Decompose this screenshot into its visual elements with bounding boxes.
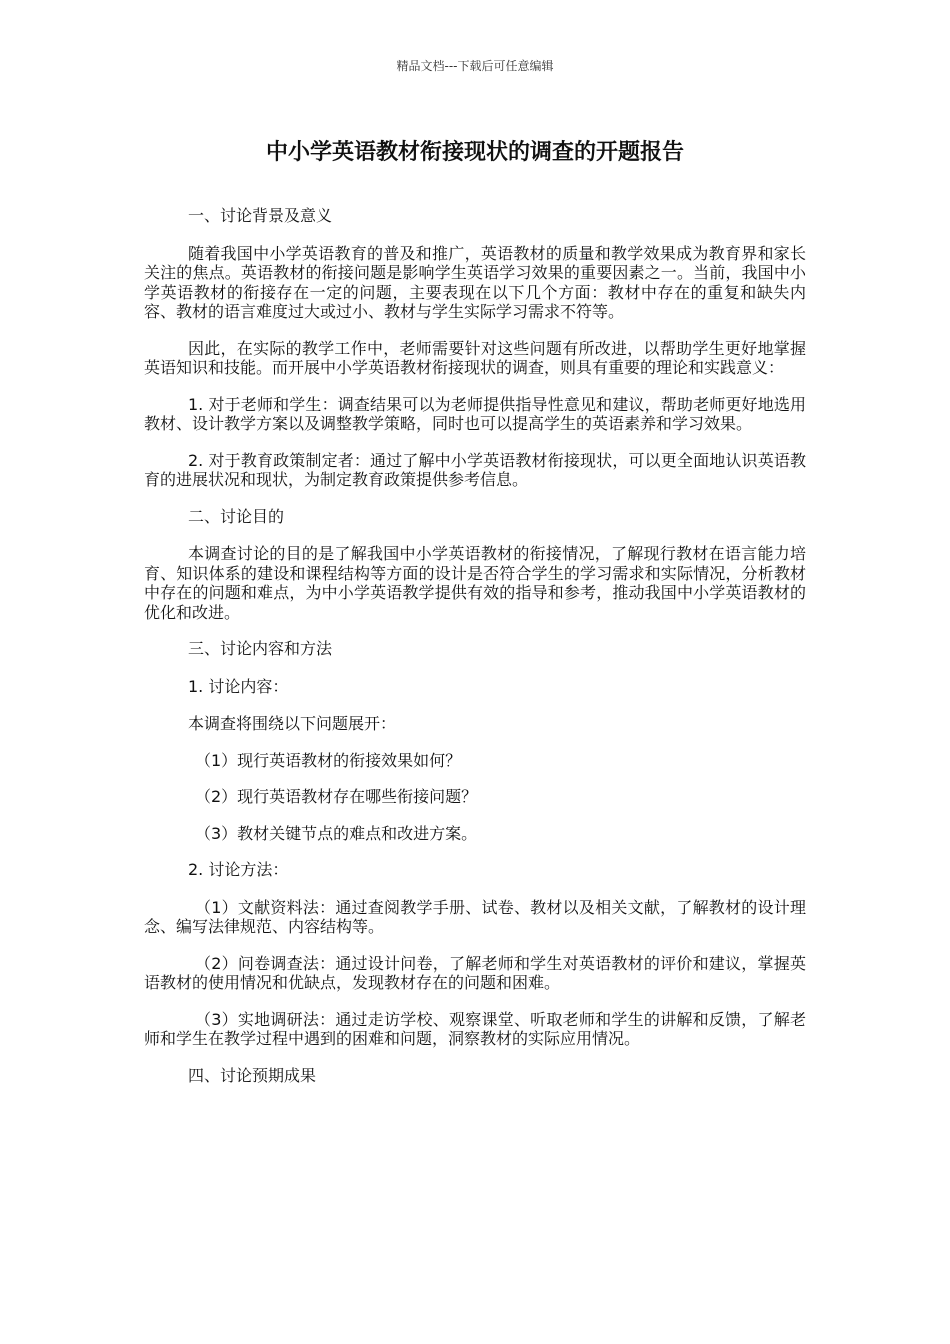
section-heading-purpose: 二、讨论目的: [188, 506, 285, 526]
section-heading-content-methods: 三、讨论内容和方法: [188, 639, 333, 658]
header-note: 精品文档---下载后可任意编辑: [396, 59, 554, 73]
paragraph-point-teachers: 1. 对于老师和学生：调查结果可以为老师提供指导性意见和建议，帮助老师更好地选用教材、设计教学方案以及调整教学策略，同时也可以提高学生的英语素养和学习效果。: [144, 394, 806, 433]
paragraph-point-policy: 2. 对于教育政策制定者：通过了解中小学英语教材衔接现状，可以更全面地认识英语教育的进展状况和现状，为制定教育政策提供参考信息。: [144, 450, 806, 489]
list-item-question-1: （1）现行英语教材的衔接效果如何？: [195, 750, 462, 770]
paragraph-background: 随着我国中小学英语教育的普及和推广，英语教材的质量和教学效果成为教育界和家长关注的焦点。英语教材的衔接问题是影响学生英语学习效果的重要因素之一。当前，我国中小学英语教材的衔接存在一定的问题，主要表现在以下几个方面：教材中存在的重复和缺失内容、教材的语言难度过大或过小、教材与学生实际学习需求不符等。: [144, 243, 806, 321]
section-heading-background: 一、讨论背景及意义: [188, 206, 333, 225]
paragraph-purpose: 本调查讨论的目的是了解我国中小学英语教材的衔接情况，了解现行教材在语言能力培育、知识体系的建设和课程结构等方面的设计是否符合学生的学习需求和实际情况，分析教材中存在的问题和难点，为中小学英语教学提供有效的指导和参考，推动我国中小学英语教材的优化和改进。: [144, 544, 806, 622]
subheading-content: 1. 讨论内容：: [188, 676, 289, 696]
paragraph-significance: 因此，在实际的教学工作中，老师需要针对这些问题有所改进，以帮助学生更好地掌握英语知识和技能。而开展中小学英语教材衔接现状的调查，则具有重要的理论和实践意义：: [144, 338, 806, 377]
subheading-methods: 2. 讨论方法：: [188, 860, 289, 879]
list-item-question-3: （3）教材关键节点的难点和改进方案。: [195, 823, 478, 843]
document-title: 中小学英语教材衔接现状的调查的开题报告: [265, 140, 684, 165]
document-body: [144, 206, 806, 1103]
list-item-question-2: （2）现行英语教材存在哪些衔接问题？: [195, 787, 478, 806]
list-item-method-fieldwork: （3）实地调研法：通过走访学校、观察课堂、听取老师和学生的讲解和反馈，了解老师和学生在教学过程中遇到的困难和问题，洞察教材的实际应用情况。: [144, 1009, 806, 1048]
section-heading-outcomes: 四、讨论预期成果: [188, 1065, 317, 1085]
list-item-method-survey: （2）问卷调查法：通过设计问卷，了解老师和学生对英语教材的评价和建议，掌握英语教材的使用情况和优缺点，发现教材存在的问题和困难。: [144, 953, 806, 992]
paragraph-content-intro: 本调查将围绕以下问题展开：: [188, 714, 397, 733]
list-item-method-literature: （1）文献资料法：通过查阅教学手册、试卷、教材以及相关文献，了解教材的设计理念、编写法律规范、内容结构等。: [144, 897, 806, 936]
